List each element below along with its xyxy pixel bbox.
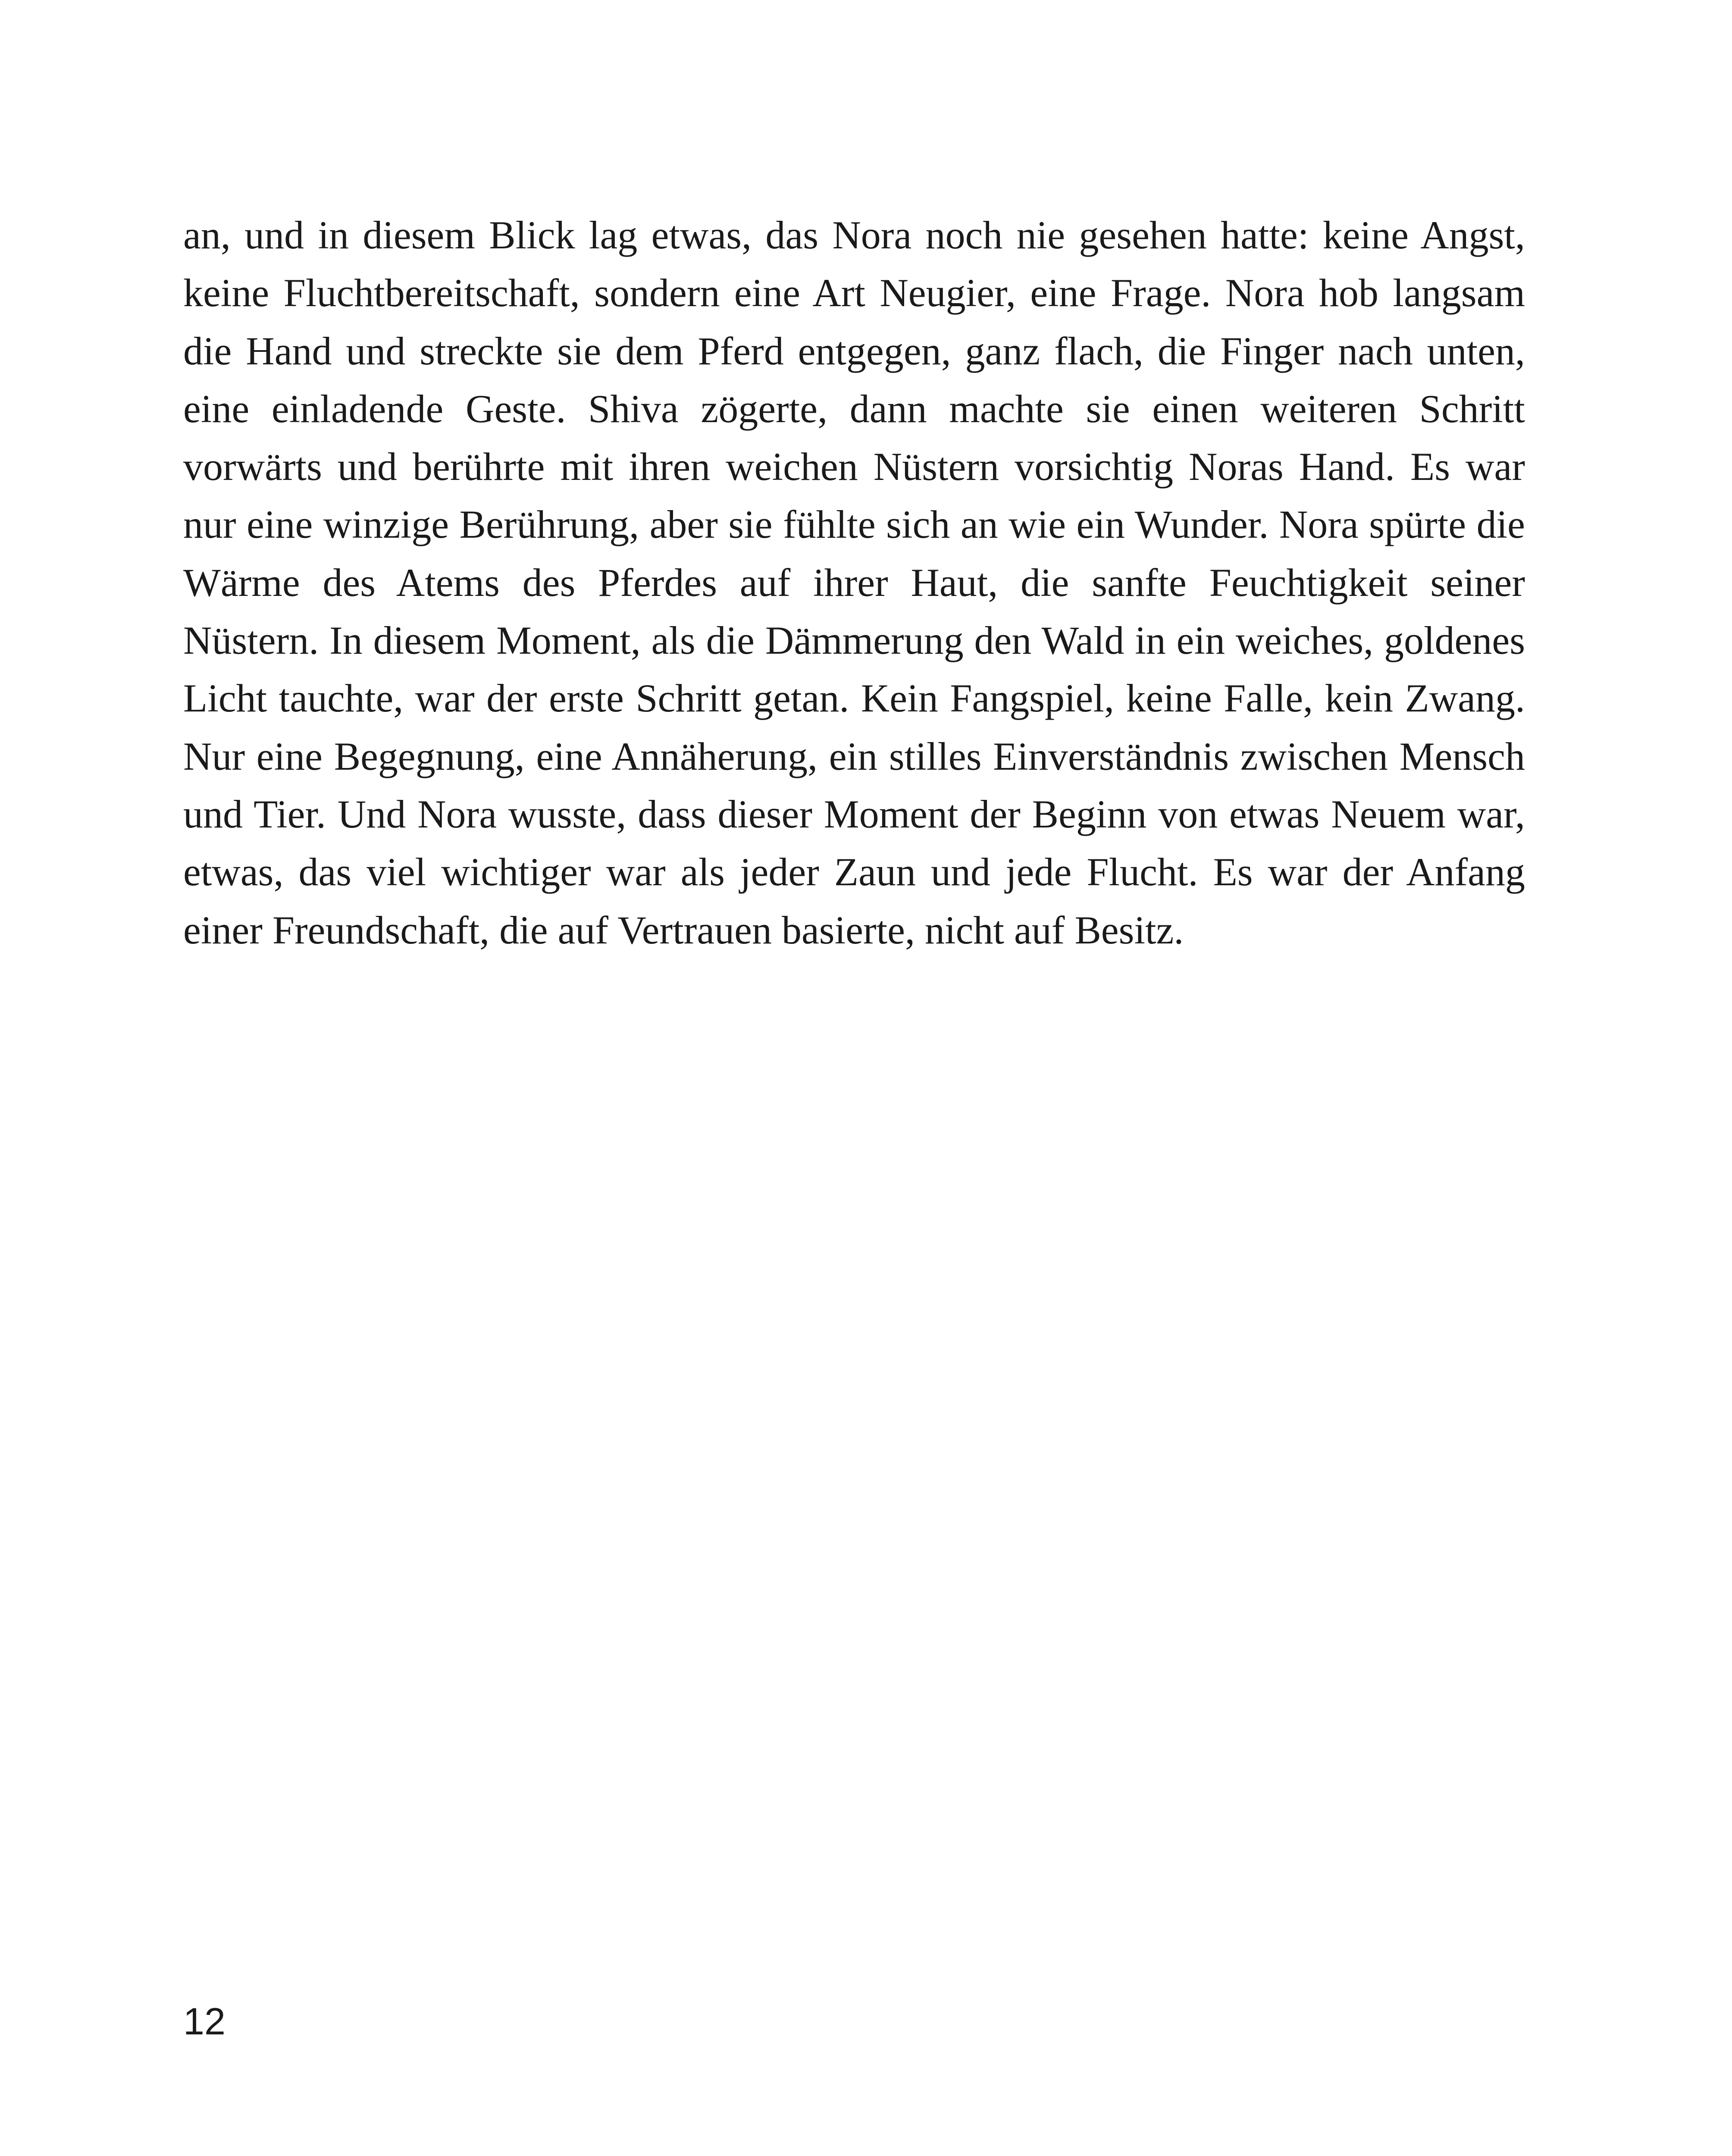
body-paragraph: an, und in diesem Blick lag etwas, das Nora noch nie gesehen hatte: keine Angst, keine Fluchtbereitschaft, sondern eine Art Neugier, eine Frage. Nora hob langsam die Hand und streckte sie dem Pferd entgegen, ganz flach, die Finger nach unten, eine einladende Geste. Shiva zögerte, dann machte sie einen weiteren Schritt vorwärts und berührte mit ihren weichen Nüstern vorsichtig Noras Hand. Es war nur eine winzige Berührung, aber sie fühlte sich an wie ein Wunder. Nora spürte die Wärme des Atems des Pferdes auf ihrer Haut, die sanfte Feuchtigkeit seiner Nüstern. In diesem Moment, als die Dämmerung den Wald in ein weiches, goldenes Licht tauchte, war der erste Schritt getan. Kein Fangspiel, keine Falle, kein Zwang. Nur eine Begegnung, eine Annäherung, ein stilles Einverständnis zwischen Mensch und Tier. Und Nora wusste, dass dieser Moment der Beginn von etwas Neuem war, etwas, das viel wichtiger war als jeder Zaun und jede Flucht. Es war der Anfang einer Freundschaft, die auf Vertrauen basierte, nicht auf Besitz. [183, 213, 1525, 952]
page-number: 12 [183, 2000, 226, 2043]
